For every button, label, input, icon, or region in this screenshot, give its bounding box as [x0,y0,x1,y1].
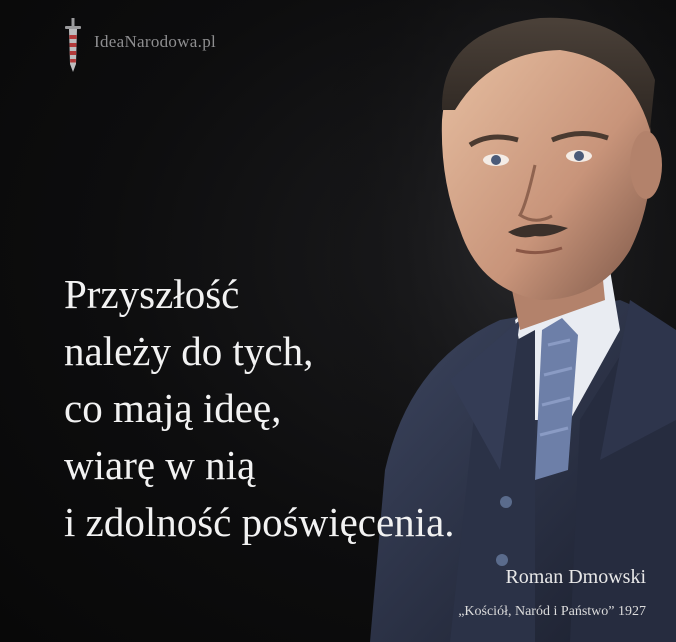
quote-line: Przyszłość [64,271,240,317]
quote-author: Roman Dmowski [505,566,646,588]
quote-text [64,266,455,551]
sword-icon [60,18,86,74]
brand-logo[interactable] [60,18,216,74]
quote-line: i zdolność poświęcenia. [64,499,455,545]
quote-source: „Kościół, Naród i Państwo” 1927 [458,604,646,619]
quote-line: wiarę w nią [64,442,256,488]
brand-site-name: IdeaNarodowa.pl [94,32,217,51]
quote-line: należy do tych, [64,328,314,374]
quote-line: co mają ideę, [64,385,282,431]
